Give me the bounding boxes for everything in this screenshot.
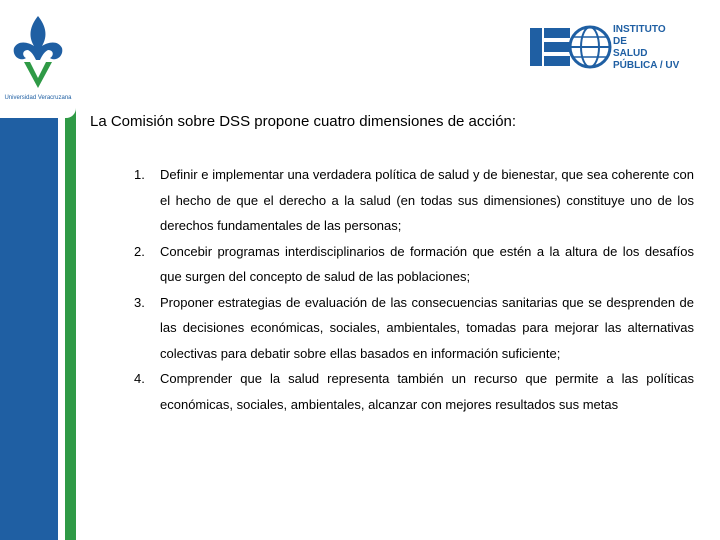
item-number: 1. <box>134 167 145 182</box>
item-number: 4. <box>134 371 145 386</box>
isp-line: DE <box>613 36 627 47</box>
list-item <box>96 290 694 367</box>
intro-heading: La Comisión sobre DSS propone cuatro dimensiones de acción: <box>90 113 517 130</box>
isp-logo <box>528 22 708 74</box>
list-item <box>96 366 694 417</box>
item-number: 2. <box>134 243 145 259</box>
isp-line: SALUD <box>613 48 648 59</box>
uv-name: Universidad Veracruzana <box>4 95 72 101</box>
item-text: Definir e implementar una verdadera política de salud y de bienestar, que sea coherente con el hecho de que el derecho a la salud (en todas sus dimensiones) constituye uno de los derechos fundamentales de las personas; <box>160 167 694 233</box>
list-item <box>96 162 694 239</box>
fleur-de-lis-icon <box>8 12 68 92</box>
dimensions-list <box>96 162 694 417</box>
isp-line: INSTITUTO <box>613 24 666 35</box>
isp-name <box>613 24 679 72</box>
list-item <box>96 239 694 290</box>
item-text: Comprender que la salud representa también un recurso que permite a las políticas económicas, sociales, ambientales, alcanzar con mejores resultados sus metas <box>160 371 694 412</box>
item-text: Concebir programas interdisciplinarios de formación que estén a la altura de los desafíos que surgen del concepto de salud de las poblaciones; <box>160 243 694 284</box>
isp-line: PÚBLICA / UV <box>613 60 680 71</box>
item-text: Proponer estrategias de evaluación de las consecuencias sanitarias que se desprenden de las decisiones económicas, sociales, ambientales, tomadas para mejorar las alternativas colectivas para debatir sobre ellas basados en información suficiente; <box>160 294 694 361</box>
globe-icon <box>528 22 612 72</box>
uv-logo <box>0 0 76 118</box>
item-number: 3. <box>134 294 145 310</box>
